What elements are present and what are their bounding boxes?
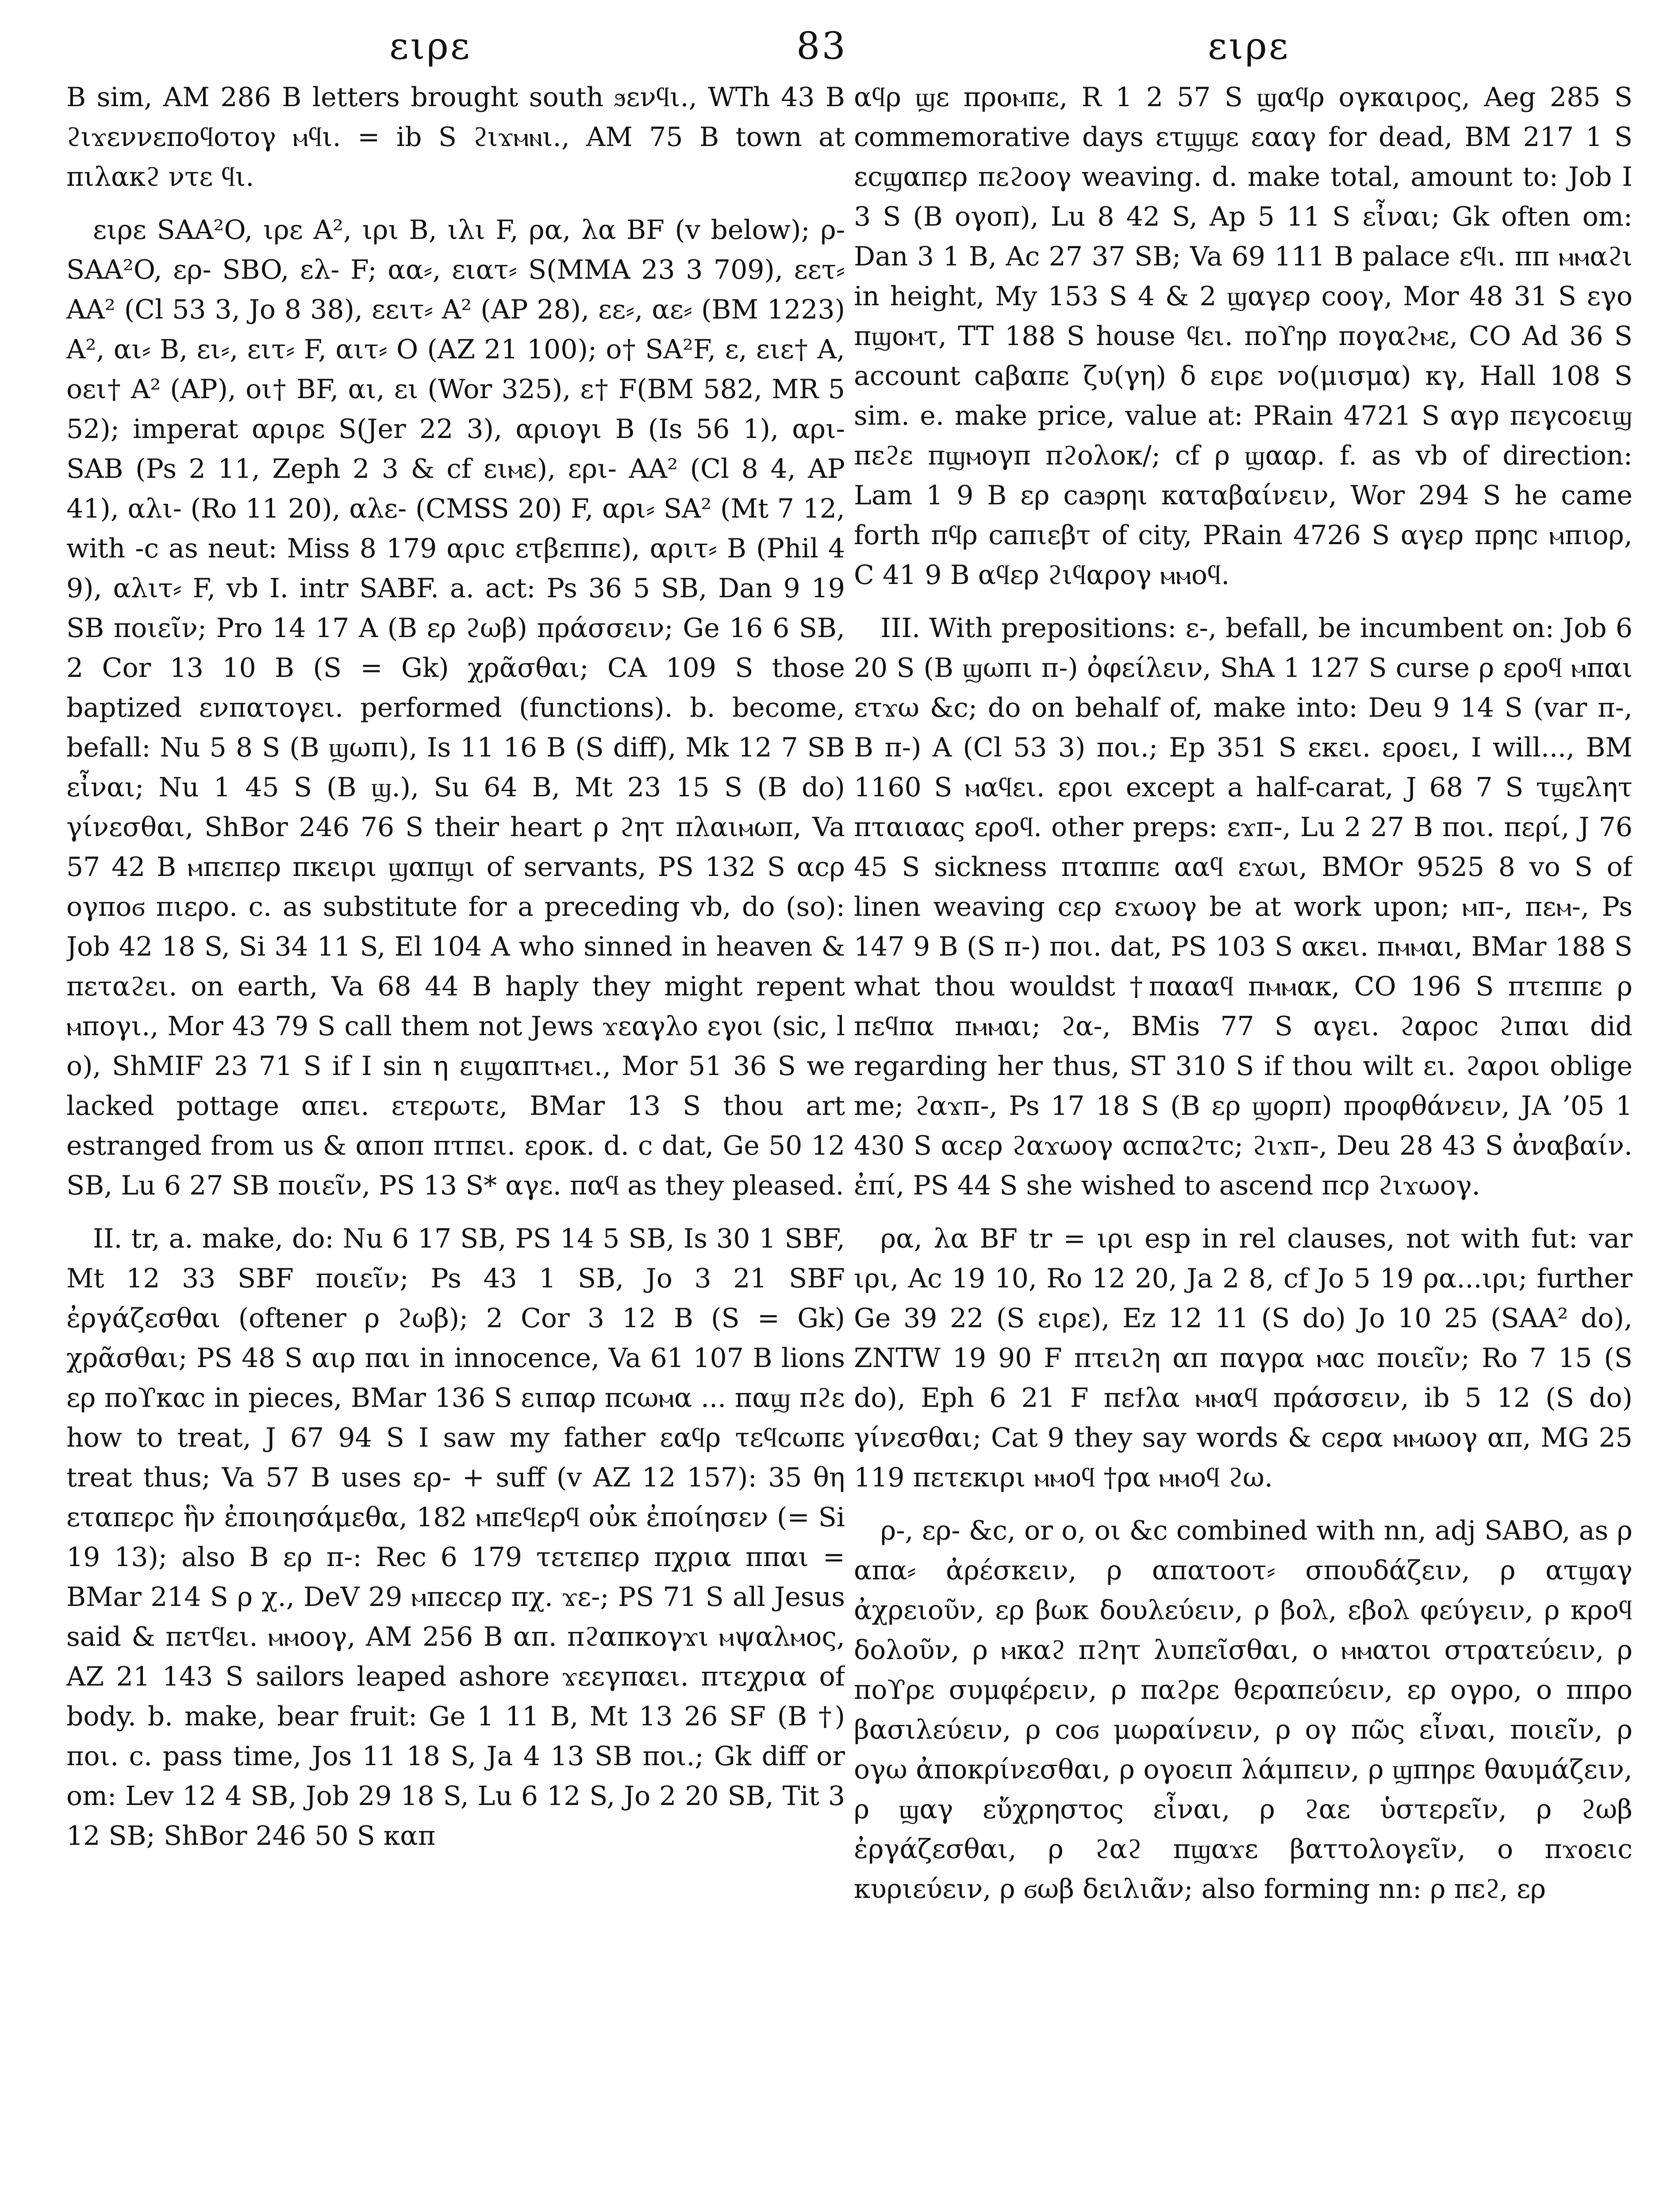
entry-paragraph: ρα, λα BF tr = ιρι esp in rel clauses, not with fut: var ιρι, Ac 19 10, Ro 12 20, Ja 2 8, cf Jo 5 19 ρα...ιρι; further Ge 39 22 (S ειρε), Ez 12 11 (S do) Jo 10 25 (SAA² do), ZNTW 19 90 F πτειϩη απ παγρα ⲙαc ποιεῖν; Ro 7 15 (S do), Eph 6 21 F πεϯλα ⲙⲙαϥ πράσσειν, ib 5 12 (S do) γίνεσθαι; Cat 9 they say words & cερα ⲙⲙωογ απ, MG 25 119 πετεκιρι ⲙⲙοϥ †ρα ⲙⲙοϥ ϩω. xyxy=(854,1223,1632,1493)
right-column xyxy=(854,77,1632,2212)
entry-paragraph: II. tr, a. make, do: Nu 6 17 SB, PS 14 5 SB, Is 30 1 SBF, Mt 12 33 SBF ποιεῖν; Ps 43 1 SB, Jo 3 21 SBF ἐργάζεσθαι (oftener ρ ϩωβ); 2 Cor 3 12 B (S = Gk) χρᾶσθαι; PS 48 S αιρ παι in innocence, Va 61 107 B lions ερ ποϒκαc in pieces, BMar 136 S ειπαρ πcωⲙα ... παϣ πϩε how to treat, J 67 94 S I saw my father εαϥρ τεϥcωπε treat thus; Va 57 B uses ερ- + suff (v AZ 12 157): 35 θη εταπερc ἣν ἐποιησάμεθα, 182 ⲙπεϥερϥ οὐκ ἐποίησεν (= Si 19 13); also B ερ π-: Rec 6 179 τετεπερ πχρια ππαι = BMar 214 S ρ χ., DeV 29 ⲙπεcερ πχ. ϫε-; PS 71 S all Jesus said & πετϥει. ⲙⲙοογ, AM 256 B απ. πϩαπκογϫι ⲙψαλⲙος, AZ 21 143 S sailors leaped ashore ϫεεγπαει. πτεχρια of body. b. make, bear fruit: Ge 1 11 B, Mt 13 26 SF (B †) ποι. c. pass time, Jos 11 18 S, Ja 4 13 SB ποι.; Gk diff or om: Lev 12 4 SB, Job 29 18 S, Lu 6 12 S, Jo 2 20 SB, Tit 3 12 SB; ShBor 246 50 S καπ xyxy=(66,1223,845,1851)
running-head-left: ειρε xyxy=(389,24,472,68)
entry-paragraph: ειρε SAA²O, ιρε A², ιρι B, ιλι F, ρα, λα BF (v below); ρ- SAA²O, ερ- SBO, ελ- F; αα⸗, ειατ⸗ S(MMA 23 3 709), εετ⸗ AA² (Cl 53 3, Jo 8 38), εειτ⸗ A² (AP 28), εε⸗, αε⸗ (BM 1223) A², αι⸗ B, ει⸗, ειτ⸗ F, αιτ⸗ O (AZ 21 100); ο† SA²F, ε, ειε† A, οει† A² (AP), οι† BF, αι, ει (Wor 325), ε† F(BM 582, MR 5 52); imperat αριρε S(Jer 22 3), αριογι B (Is 56 1), αρι- SAB (Ps 2 11, Zeph 2 3 & cf ειⲙε), ερι- AA² (Cl 8 4, AP 41), αλι- (Ro 11 20), αλε- (CMSS 20) F, αρι⸗ SA² (Mt 7 12, with -c as neut: Miss 8 179 αριc ετβεππε), αριτ⸗ B (Phil 4 9), αλιτ⸗ F, vb I. intr SABF. a. act: Ps 36 5 SB, Dan 9 19 SB ποιεῖν; Pro 14 17 A (B ερ ϩωβ) πράσσειν; Ge 16 6 SB, 2 Cor 13 10 B (S = Gk) χρᾶσθαι; CA 109 S those baptized ενπατογει. performed (functions). b. become, befall: Nu 5 8 S (B ϣωπι), Is 11 16 B (S diff), Mk 12 7 SB εἶναι; Nu 1 45 S (B ϣ.), Su 64 B, Mt 23 15 S (B do) γίνεσθαι, ShBor 246 76 S their heart ρ ϩητ πλαιⲙωπ, Va 57 42 B ⲙπεπερ πκειρι ϣαπϣι of servants, PS 132 S αcρ ογποϭ πιερο. c. as substitute for a preceding vb, do (so): Job 42 18 S, Si 34 11 S, El 104 A who sinned in heaven & πεταϩει. on earth, Va 68 44 B haply they might repent ⲙπογι., Mor 43 79 S call them not Jews ϫεαγλο εγοι (sic, l ο), ShMIF 23 71 S if I sin η ειϣαπτⲙει., Mor 51 36 S we lacked pottage απει. ετερωτε, BMar 13 S thou art estranged from us & αποπ πτπει. ερoκ. d. c dat, Ge 50 12 SB, Lu 6 27 SB ποιεῖν, PS 13 S* αγε. παϥ as they pleased. xyxy=(66,215,845,1201)
entry-paragraph: αϥρ ϣε προⲙπε, R 1 2 57 S ϣαϥρ ογκαιρος, Aeg 285 S commemorative days ετϣϣε εααγ for dead, BM 217 1 S εcϣαπερ πεϩοογ weaving. d. make total, amount to: Job I 3 S (B ογοπ), Lu 8 42 S, Ap 5 11 S εἶναι; Gk often om: Dan 3 1 B, Ac 27 37 SB; Va 69 111 B palace εϥι. ππ ⲙⲙαϩι in height, My 153 S 4 & 2 ϣαγερ cοογ, Mor 48 31 S εγο πϣοⲙτ, TT 188 S house ϥει. ποϒηρ πογαϩⲙε, CO Ad 36 S account caβαπε ζυ(γη) δ ειρε νο(μισμα) κγ, Hall 108 S sim. e. make price, value at: PRain 4721 S αγρ πεγcοειϣ πεϩε πϣⲙογπ πϩολοκ/; cf ρ ϣααρ. f. as vb of direction: Lam 1 9 B ερ caϧρηι καταβαίνειν, Wor 294 S he came forth πϥρ caπιεβτ of city, PRain 4726 S αγερ πρηc ⲙπιορ, C 41 9 B αϥερ ϩιϥαρογ ⲙⲙοϥ. xyxy=(854,82,1632,591)
entry-paragraph: III. With prepositions: ε-, befall, be incumbent on: Job 6 20 S (B ϣωπι π-) ὀφείλειν, ShA 1 127 S curse ρ εροϥ ⲙπαι ετϫω &c; do on behalf of, make into: Deu 9 14 S (var π-, B π-) A (Cl 53 3) ποι.; Ep 351 S εκει. εροει, I will..., BM 1160 S ⲙαϥει. εροι except a half-carat, J 68 7 S τϣελητ πταιαας εροϥ. other preps: εϫπ-, Lu 2 27 B ποι. περί, J 76 45 S sickness πταππε ααϥ εϫωι, BMOr 9525 8 vo S of linen weaving cερ εϫωογ be at work upon; ⲙπ-, πεⲙ-, Ps 147 9 B (S π-) ποι. dat, PS 103 S ακει. πⲙⲙαι, BMar 188 S what thou wouldst †παααϥ πⲙⲙακ, CO 196 S πτεππε ρ πεϥπα πⲙⲙαι; ϩα-, BMis 77 S αγει. ϩαροc ϩιπαι did regarding her thus, ST 310 S if thou wilt ει. ϩαροι oblige me; ϩαϫπ-, Ps 17 18 S (B ερ ϣορπ) προφθάνειν, JA ’05 1 430 S αcερ ϩαϫωογ αcπαϩτc; ϩιϫπ-, Deu 28 43 S ἀναβαίν. ἐπί, PS 44 S she wished to ascend πcρ ϩιϫωογ. xyxy=(854,613,1632,1201)
left-column xyxy=(66,77,845,2212)
entry-paragraph: ρ-, ερ- &c, or ο, οι &c combined with nn, adj SABO, as ρ απα⸗ ἀρέσκειν, ρ απατοοτ⸗ σπουδάζειν, ρ ατϣαγ ἀχρειοῦν, ερ βωκ δουλεύειν, ρ βολ, εβολ φεύγειν, ρ κροϥ δολοῦν, ρ ⲙκαϩ πϩητ λυπεῖσθαι, ο ⲙⲙατοι στρατεύειν, ρ ποϒρε συμφέρειν, ρ παϩρε θεραπεύειν, ερ ογρο, ο ππρο βασιλεύειν, ρ coϭ μωραίνειν, ρ ογ πῶς εἶναι, ποιεῖν, ρ ογω ἀποκρίνεσθαι, ρ ογοειπ λάμπειν, ρ ϣπηρε θαυμάζειν, ρ ϣαγ εὔχρηστος εἶναι, ρ ϩαε ὑστερεῖν, ρ ϩωβ ἐργάζεσθαι, ρ ϩαϩ πϣαϫε βαττολογεῖν, ο πϫοειc κυριεύειν, ρ ϭωβ δειλιᾶν; also forming nn: ρ πεϩ, ερ xyxy=(854,1515,1632,1905)
running-head-right: ειρε xyxy=(1208,24,1290,68)
page-number: 83 xyxy=(796,24,847,68)
entry-paragraph: B sim, AM 286 B letters brought south ϧενϥι., WTh 43 B ϩιϫεννεποϥοτογ ⲙϥι. = ib S ϩιϫⲙⲛι., AM 75 B town at πιλακϩ ντε ϥι. xyxy=(66,82,845,192)
